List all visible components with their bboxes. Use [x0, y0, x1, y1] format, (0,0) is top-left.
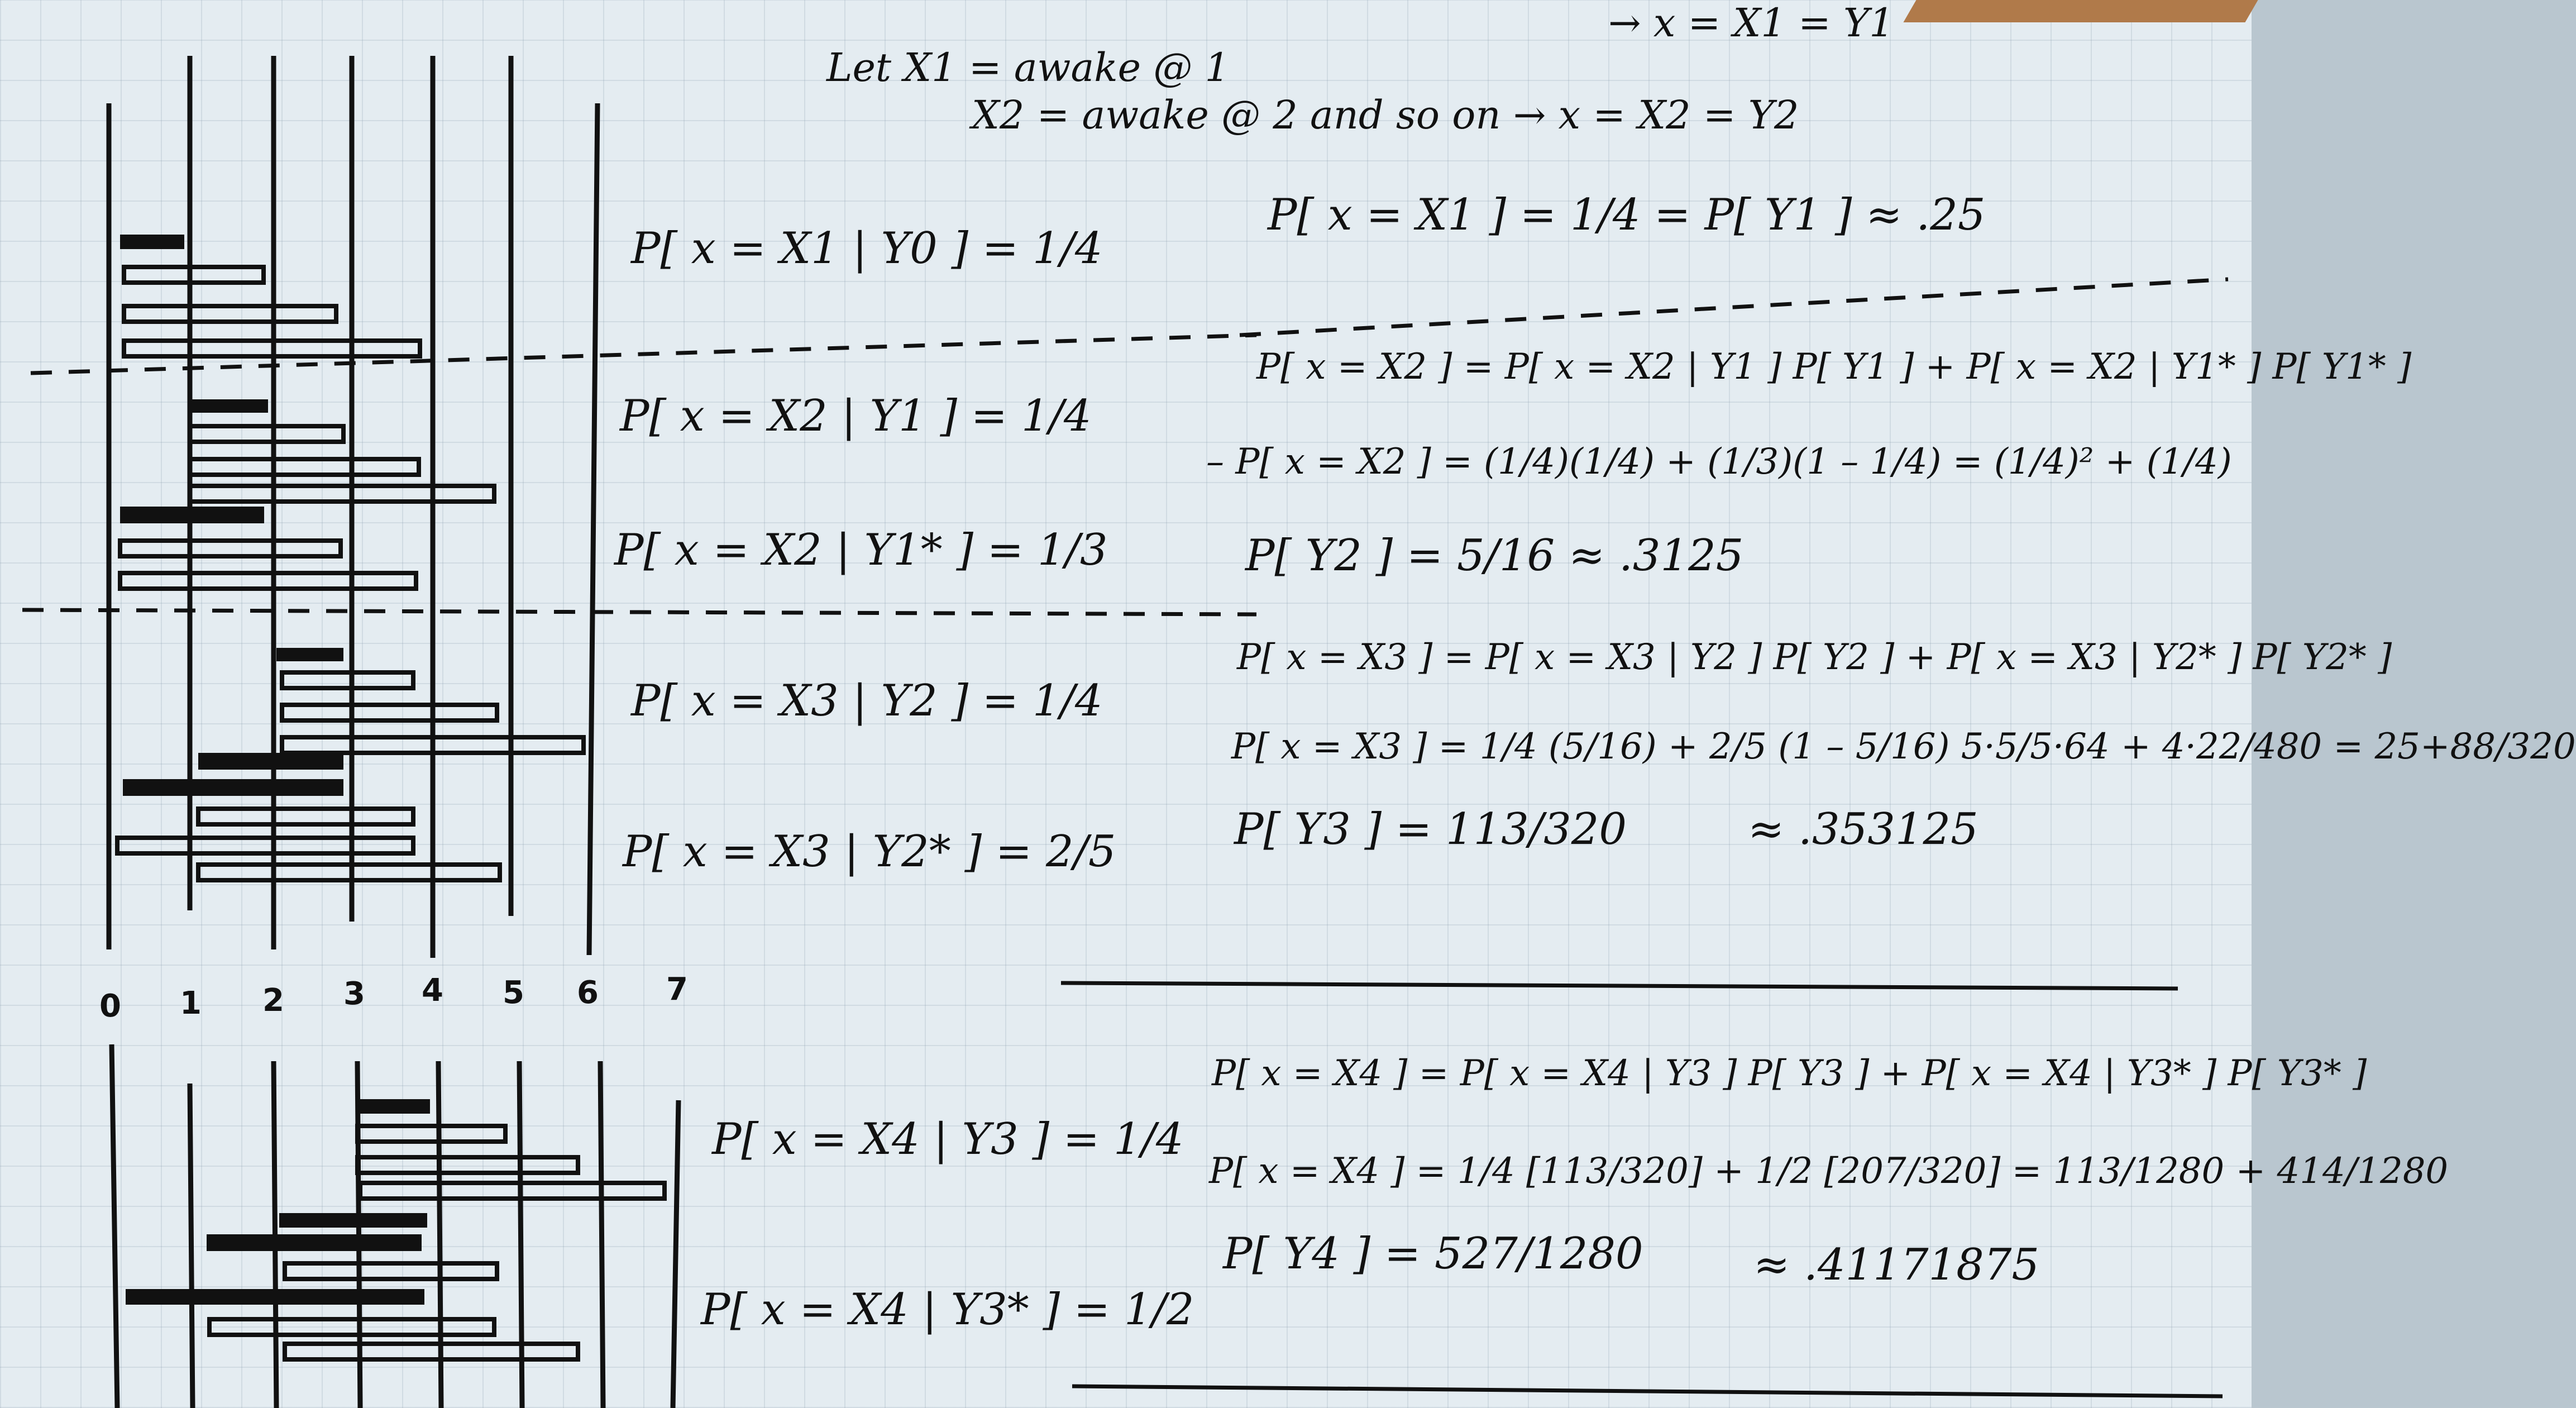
awake-bar [282, 672, 413, 688]
conditional-label: P[ x = X3 | Y2 ] = 1/4 [631, 676, 1103, 726]
awake-bar [357, 1157, 578, 1173]
awake-bar [198, 865, 500, 880]
intro-arrow-line: → x = X1 = Y1 [1608, 0, 1894, 46]
conditional-label: P[ x = X4 | Y3* ] = 1/2 [701, 1285, 1194, 1335]
sleep-bar [276, 648, 343, 661]
awake-bar [360, 1183, 665, 1199]
sleep-bar [126, 1289, 424, 1305]
axis-tick: 5 [503, 975, 524, 1011]
awake-bar [124, 267, 264, 283]
timeline-line-4-lower [438, 1061, 441, 1408]
awake-bar [120, 541, 341, 556]
timeline-line-1-lower [190, 1084, 193, 1408]
timeline-line-0-lower [112, 1044, 117, 1408]
axis-tick: 3 [343, 976, 365, 1012]
separator-dashed-top [1240, 279, 2228, 335]
equation-x3-total: P[ x = X3 ] = P[ x = X3 | Y2 ] P[ Y2 ] + P[ x = X3 | Y2* ] P[ Y2* ] [1237, 637, 2392, 678]
awake-bar [120, 573, 416, 589]
sleep-bar [190, 399, 268, 413]
separator-dashed-2 [22, 610, 1256, 614]
sleep-bar [279, 1213, 427, 1228]
sleep-bar [207, 1234, 422, 1251]
result-y2: P[ Y2 ] = 5/16 ≈ .3125 [1245, 531, 1744, 581]
equation-x3-values: P[ x = X3 ] = 1/4 (5/16) + 2/5 (1 – 5/16) 5·5/5·64 + 4·22/480 = 25+88/320 [1231, 726, 2576, 767]
equation-x1: P[ x = X1 ] = 1/4 = P[ Y1 ] ≈ .25 [1268, 190, 1986, 240]
timeline-line-6-lower [600, 1061, 603, 1408]
conditional-label: P[ x = X4 | Y3 ] = 1/4 [712, 1114, 1184, 1164]
awake-bar [285, 1344, 578, 1359]
equation-x2-values: – P[ x = X2 ] = (1/4)(1/4) + (1/3)(1 – 1/4) = (1/4)² + (1/4) [1206, 441, 2232, 483]
awake-bar [124, 306, 336, 322]
result-y3: P[ Y3 ] = 113/320 [1234, 804, 1627, 855]
timeline-line-7-lower [673, 1100, 678, 1408]
awake-bar [209, 1319, 494, 1335]
axis-tick: 6 [577, 975, 599, 1011]
axis-tick: 1 [180, 985, 202, 1022]
intro-let-line: Let X1 = awake @ 1 [826, 45, 1230, 90]
conditional-label: P[ x = X3 | Y2* ] = 2/5 [623, 827, 1116, 877]
sleep-bar [357, 1099, 430, 1114]
separator-line-4 [1072, 1386, 2223, 1396]
result-y4: P[ Y4 ] = 527/1280 [1223, 1229, 1643, 1279]
axis-tick: 4 [422, 972, 443, 1009]
intro-line-2: X2 = awake @ 2 and so on → x = X2 = Y2 [972, 92, 1799, 138]
sleep-bar [198, 753, 343, 770]
timeline-line-6 [589, 103, 598, 955]
awake-bar [285, 1263, 497, 1279]
awake-bar [190, 426, 343, 442]
timeline-line-5-lower [519, 1061, 522, 1408]
axis-tick: 7 [666, 971, 688, 1008]
equation-x4-total: P[ x = X4 ] = P[ x = X4 | Y3 ] P[ Y3 ] + P[ x = X4 | Y3* ] P[ Y3* ] [1212, 1053, 2367, 1094]
awake-bar [190, 486, 494, 502]
approx-y4: ≈ .41171875 [1753, 1240, 2039, 1290]
awake-bar [282, 705, 497, 720]
awake-bar [190, 459, 419, 475]
sleep-bar [120, 235, 184, 249]
awake-bar [117, 838, 413, 853]
approx-y3: ≈ .353125 [1748, 804, 1978, 855]
equation-x4-values: P[ x = X4 ] = 1/4 [113/320] + 1/2 [207/320] = 113/1280 + 414/1280 [1209, 1151, 2449, 1192]
axis-tick: 0 [99, 988, 121, 1024]
conditional-label: P[ x = X1 | Y0 ] = 1/4 [631, 223, 1103, 274]
equation-x2-total: P[ x = X2 ] = P[ x = X2 | Y1 ] P[ Y1 ] + P[ x = X2 | Y1* ] P[ Y1* ] [1256, 346, 2412, 388]
conditional-label: P[ x = X2 | Y1 ] = 1/4 [620, 391, 1092, 441]
axis-tick: 2 [262, 982, 284, 1019]
separator-line-3 [1061, 983, 2178, 989]
conditional-label: P[ x = X2 | Y1* ] = 1/3 [614, 525, 1108, 575]
awake-bar [357, 1126, 505, 1142]
sleep-bar [123, 779, 343, 796]
sleep-bar [120, 507, 264, 523]
awake-bar [198, 809, 413, 824]
